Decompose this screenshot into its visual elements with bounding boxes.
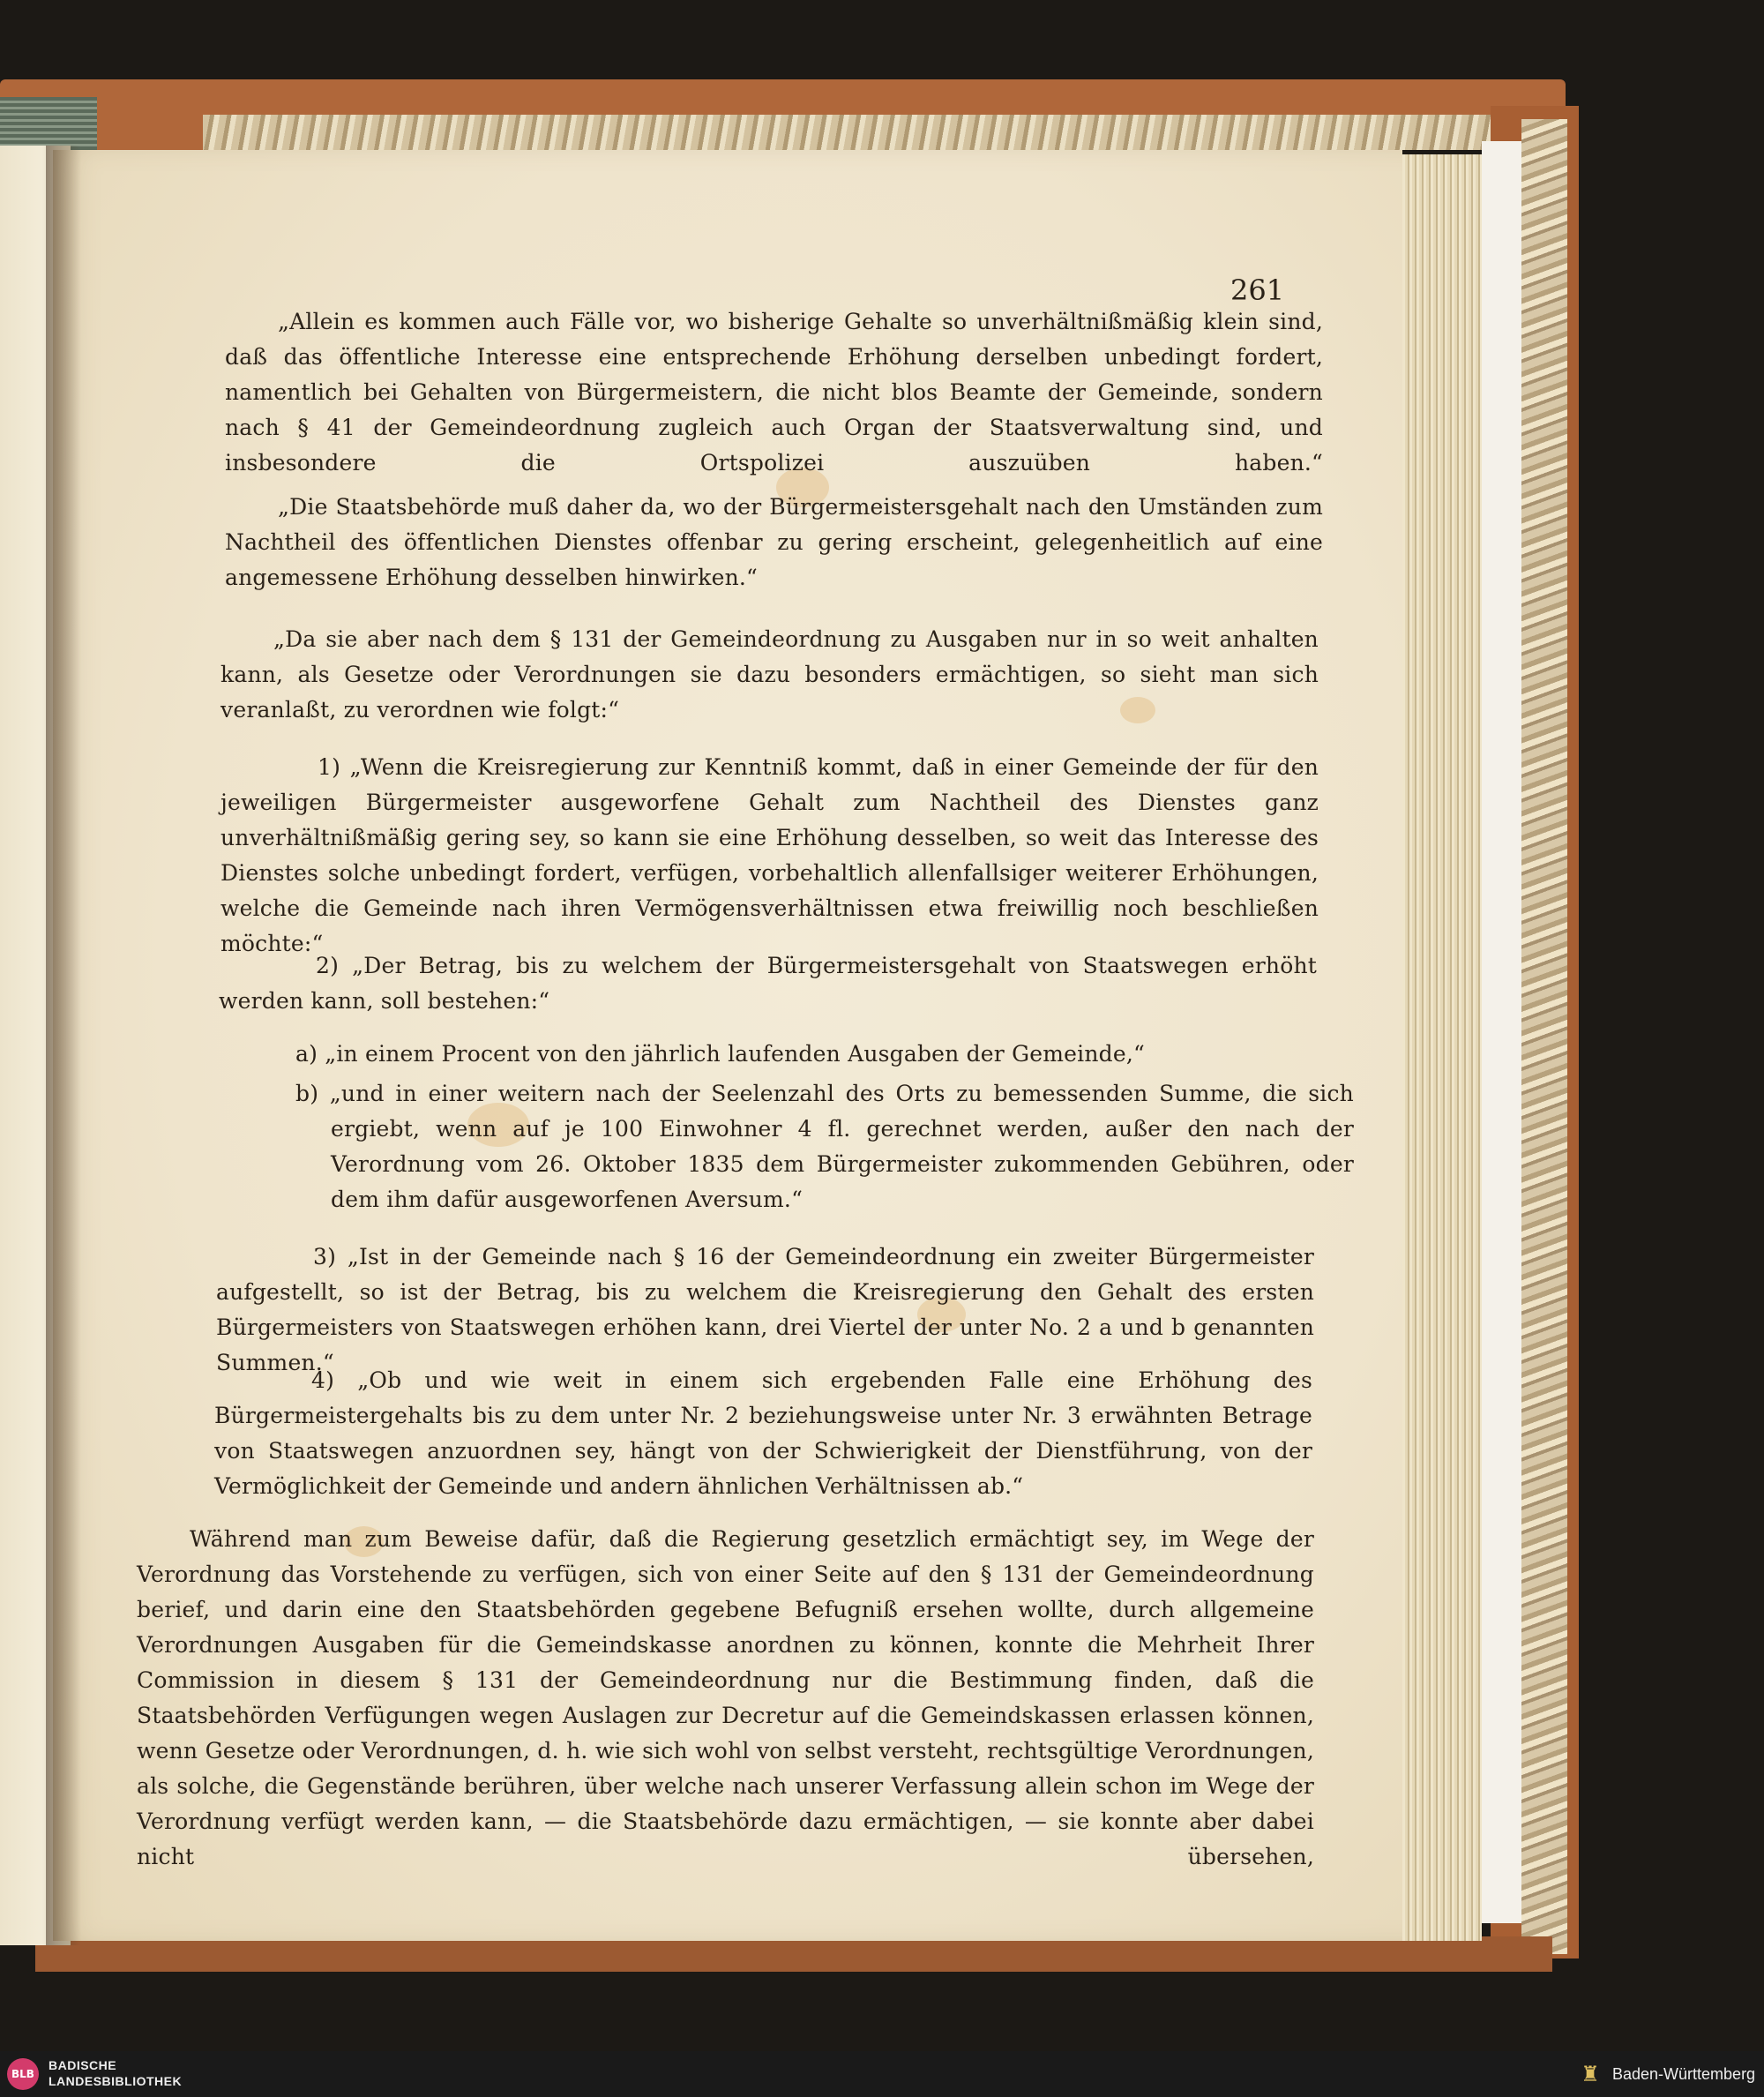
article-2: 2) „Der Betrag, bis zu welchem der Bürgermeistersgehalt von Staatswegen erhöht werden kann, soll bestehen:“ [219, 953, 1317, 1014]
book-page [53, 150, 1402, 1941]
branding-footer [0, 2051, 1764, 2097]
article-2a: a) „in einem Procent von den jährlich laufenden Ausgaben der Gemeinde,“ [295, 1041, 1145, 1067]
book-cover-bottom [35, 1936, 1552, 1972]
spine-shadow [46, 146, 81, 1945]
commission-paragraph: Während man zum Beweise dafür, daß die Regierung gesetzlich ermächtigt sey, im Wege der Verordnung das Vorstehende zu verfügen, sich von einer Seite auf den § 131 der Gemeindeordnung berief, und darin eine den Staatsbehörden gegebene Befugniß ersehen wollte, durch allgemeine Verordnungen Ausgaben für die Gemeindskasse anordnen zu können, konnte die Mehrheit Ihrer Commission in diesem § 131 der Gemeindeordnung nur die Bestimmung finden, daß die Staatsbehörden Verfügungen wegen Auslagen zur Decretur auf die Gemeindskassen erlassen können, wenn Gesetze oder Verordnungen, d. h. wie sich wohl von selbst versteht, rechtsgültige Verordnungen, als solche, die Gegenstände berühren, über welche nach unserer Verfassung allein schon im Wege der Verordnung verfügt werden kann, — die Staatsbehörde dazu ermächtigen, — sie konnte aber dabei nicht übersehen, [137, 1526, 1314, 1869]
state-label[interactable]: Baden-Württemberg [1612, 2065, 1756, 2083]
page-number: 261 [1230, 273, 1285, 307]
library-name-line2: LANDESBIBLIOTHEK [49, 2074, 183, 2088]
article-1: 1) „Wenn die Kreisregierung zur Kenntniß kommt, daß in einer Gemeinde der für den jeweiligen Bürgermeister ausgeworfene Gehalt zum Nachtheil des Dienstes ganz unverhältnißmäßig gering sey, so kann sie eine Erhöhung desselben, so weit das Interesse des Dienstes solche unbedingt fordert, verfügen, vorbehaltlich allenfallsiger weiterer Erhöhungen, welche die Gemeinde nach ihren Vermögensverhältnissen etwa freiwillig noch beschließen möchte:“ [220, 754, 1319, 956]
marbled-edge-right [1521, 119, 1567, 1954]
article-2b: b) „und in einer weitern nach der Seelenzahl des Orts zu bemessenden Summe, die sich ergiebt, wenn auf je 100 Einwohner 4 fl. gerechnet werden, außer den nach der Verordnung vom 26. Oktober 1835 dem Bürgermeister zukommenden Gebühren, oder dem ihm dafür ausgeworfenen Aversum.“ [295, 1081, 1354, 1212]
paragraph-quote-3: „Da sie aber nach dem § 131 der Gemeindeordnung zu Ausgaben nur in so weit anhalten kann, als Gesetze oder Verordnungen sie dazu besonders ermächtigen, so sieht man sich veranlaßt, zu verordnen wie folgt:“ [220, 626, 1319, 723]
paragraph-quote-2: „Die Staatsbehörde muß daher da, wo der Bürgermeistersgehalt nach den Umständen zum Nachtheil des öffentlichen Dienstes offenbar zu gering erscheint, gelegenheitlich auf eine angemessene Erhöhung desselben hinwirken.“ [225, 494, 1323, 590]
paragraph-quote-1: „Allein es kommen auch Fälle vor, wo bisherige Gehalte so unverhältnißmäßig klein sind, daß das öffentliche Interesse eine entsprechende Erhöhung derselben unbedingt fordert, namentlich bei Gehalten von Bürgermeistern, die nicht blos Beamte der Gemeinde, sondern nach § 41 der Gemeindeordnung zugleich auch Organ der Staatsverwaltung sind, und insbesondere die Ortspolizei auszuüben haben.“ [225, 309, 1323, 476]
state-coat-of-arms-icon: ♜ [1581, 2062, 1600, 2086]
library-name-line1: BADISCHE [49, 2058, 117, 2072]
spine-band [0, 97, 97, 150]
article-4: 4) „Ob und wie weit in einem sich ergebenden Falle eine Erhöhung des Bürgermeistergehalts bis zu dem unter Nr. 2 beziehungsweise unter Nr. 3 erwähnten Betrage von Staatswegen anzuordnen sey, hängt von der Schwierigkeit der Dienstführung, von der Vermöglichkeit der Gemeinde und andern ähnlichen Verhältnissen ab.“ [214, 1367, 1312, 1499]
article-3: 3) „Ist in der Gemeinde nach § 16 der Gemeindeordnung ein zweiter Bürgermeister aufgestellt, so ist der Betrag, bis zu welchem die Kreisregierung den Gehalt des ersten Bürgermeisters von Staatswegen erhöhen kann, drei Viertel der unter No. 2 a und b genannten Summen.“ [216, 1244, 1314, 1375]
page-fore-edge [1398, 154, 1482, 1941]
inserted-sheet [1482, 141, 1521, 1923]
blb-logo-icon[interactable]: BLB [7, 2058, 39, 2090]
marbled-edge-top [203, 115, 1526, 150]
